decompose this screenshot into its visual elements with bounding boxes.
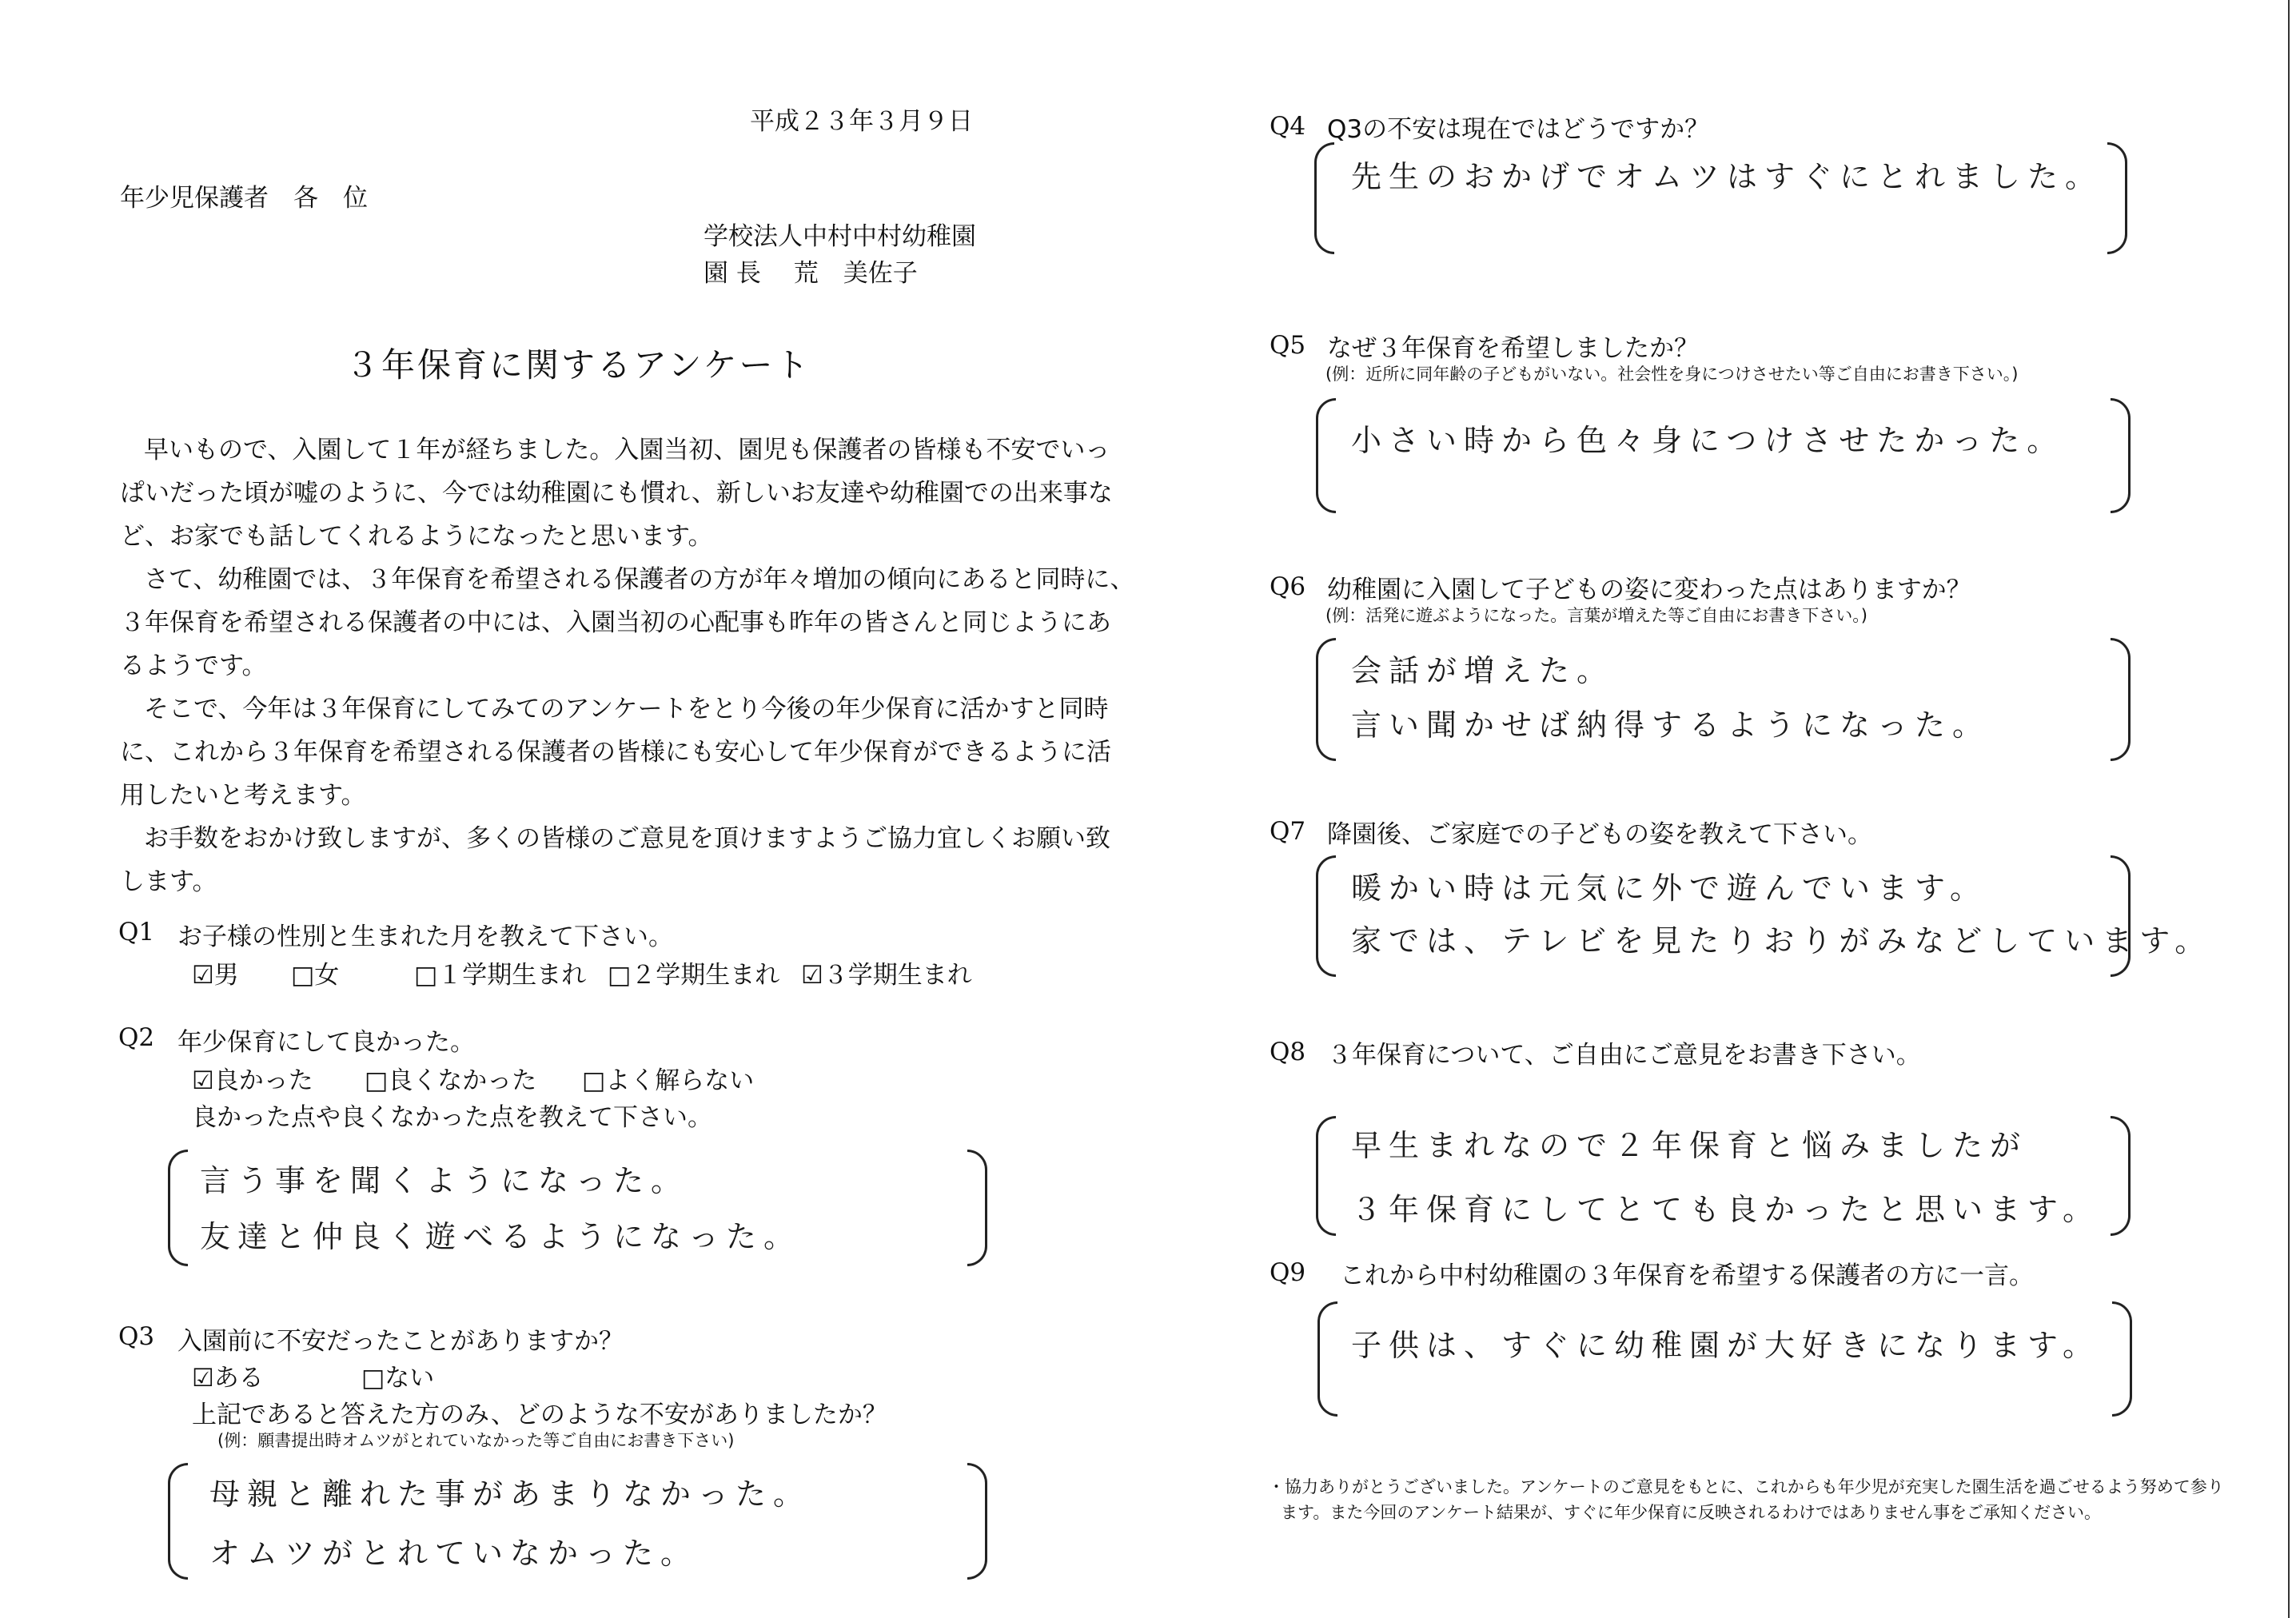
q4-answer-bracket-right — [2107, 142, 2127, 254]
intro-line: お手数をおかけ致しますが、多くの皆様のご意見を頂けますようご協力宜しくお願い致 — [144, 824, 1110, 853]
q3-example: (例：願書提出時オムツがとれていなかった等ご自由にお書き下さい) — [217, 1431, 735, 1450]
q9-answer-bracket-left — [1317, 1301, 1337, 1417]
intro-line: そこで、今年は３年保育にしてみてのアンケートをとり今後の年少保育に活かすと同時 — [144, 695, 1109, 723]
q2-answer-bracket-left — [168, 1150, 188, 1266]
recipient-line: 年少児保護者 各 位 — [120, 184, 368, 213]
q2-sub-question: 良かった点や良くなかった点を教えて下さい。 — [192, 1103, 712, 1132]
q4-question: Q3の不安は現在ではどうですか？ — [1327, 115, 1710, 144]
q5-answer-bracket-left — [1316, 398, 1336, 513]
q4-answer-bracket-left — [1314, 142, 1334, 254]
q2-number: Q2 — [118, 1023, 155, 1052]
intro-line: 用したいと考えます。 — [120, 781, 366, 810]
intro-line: ぱいだった頃が嘘のように、今では幼稚園にも慣れ、新しいお友達や幼稚園での出来事な — [120, 479, 1113, 508]
intro-line: します。 — [120, 867, 217, 896]
q7-answer-line: 家では、テレビを見たりおりがみなどしています。 — [1351, 923, 2213, 958]
q3-answer-line: 母親と離れた事があまりなかった。 — [209, 1477, 811, 1512]
q2-question: 年少保育にして良かった。 — [177, 1028, 475, 1057]
q6-answer-bracket-left — [1316, 638, 1336, 761]
q2-option-not-good[interactable]: □良くなかった — [365, 1066, 537, 1095]
q3-answer-line: オムツがとれていなかった。 — [209, 1536, 699, 1571]
intro-line: さて、幼稚園では、３年保育を希望される保護者の方が年々増加の傾向にあると同時に、 — [144, 565, 1135, 594]
q1-number: Q1 — [118, 918, 155, 946]
sender-principal: 園 長 荒 美佐子 — [704, 259, 918, 288]
q8-answer-bracket-right — [2111, 1116, 2131, 1236]
q3-question: 入園前に不安だったことがありますか？ — [177, 1327, 624, 1356]
q9-answer-line: 子供は、すぐに幼稚園が大好きになります。 — [1351, 1328, 2100, 1363]
q6-number: Q6 — [1270, 572, 1306, 601]
q3-answer-bracket-right — [967, 1463, 987, 1580]
scan-edge-line — [2288, 0, 2290, 1618]
q2-option-unsure[interactable]: □よく解らない — [582, 1066, 755, 1095]
q5-question: なぜ３年保育を希望しましたか？ — [1327, 334, 1699, 363]
q3-option-yes[interactable]: ☑ある — [192, 1364, 264, 1393]
q2-option-good[interactable]: ☑良かった — [192, 1066, 313, 1095]
q6-answer-line: 言い聞かせば納得するようになった。 — [1351, 707, 1991, 743]
q3-sub-question: 上記であると答えた方のみ、どのような不安がありましたか？ — [192, 1401, 887, 1429]
survey-title: ３年保育に関するアンケート — [345, 345, 811, 385]
intro-line: に、これから３年保育を希望される保護者の皆様にも安心して年少保育ができるように活 — [120, 738, 1111, 767]
q3-option-no[interactable]: □ない — [361, 1364, 435, 1393]
q2-answer-bracket-right — [967, 1150, 987, 1266]
q2-answer-line: 言う事を聞くようになった。 — [200, 1163, 689, 1198]
footer-note: ます。また今回のアンケート結果が、すぐに年少保育に反映されるわけではありません事をご承知ください。 — [1281, 1503, 2102, 1522]
q6-example: (例：活発に遊ぶようになった。言葉が増えた等ご自由にお書き下さい。) — [1325, 606, 1867, 625]
q7-answer-line: 暖かい時は元気に外で遊んでいます。 — [1351, 871, 1987, 906]
q5-example: (例：近所に同年齢の子どもがいない。社会性を身につけさせたい等ご自由にお書き下さい。) — [1325, 365, 2019, 384]
q6-question: 幼稚園に入園して子どもの姿に変わった点はありますか？ — [1327, 576, 1971, 604]
q9-number: Q9 — [1270, 1258, 1306, 1287]
q8-answer-line: ３年保育にしてとても良かったと思います。 — [1351, 1192, 2100, 1227]
q8-question: ３年保育について、ご自由にご意見をお書き下さい。 — [1327, 1041, 1921, 1070]
q2-answer-line: 友達と仲良く遊べるようになった。 — [200, 1219, 802, 1254]
footer-note: ・協力ありがとうございました。アンケートのご意見をもとに、これからも年少児が充実した園生活を過ごせるよう努めて参り — [1268, 1477, 2224, 1496]
q3-answer-bracket-left — [168, 1463, 188, 1580]
document-date: 平成２３年３月９日 — [750, 107, 973, 136]
q5-answer-line: 小さい時から色々身につけさせたかった。 — [1351, 423, 2065, 458]
q1-option-term2[interactable]: □２学期生まれ — [608, 961, 780, 990]
q4-number: Q4 — [1270, 112, 1306, 141]
q1-option-girl[interactable]: □女 — [291, 961, 340, 990]
q1-option-term3[interactable]: ☑３学期生まれ — [801, 961, 972, 990]
q6-answer-bracket-right — [2111, 638, 2131, 761]
q6-answer-line: 会話が増えた。 — [1351, 653, 1615, 688]
intro-line: ３年保育を希望される保護者の中には、入園当初の心配事も昨年の皆さんと同じようにあ — [120, 608, 1111, 637]
q7-number: Q7 — [1270, 817, 1306, 846]
intro-line: 早いもので、入園して１年が経ちました。入園当初、園児も保護者の皆様も不安でいっ — [144, 436, 1110, 464]
q8-answer-line: 早生まれなので２年保育と悩みましたが — [1351, 1128, 2028, 1163]
q5-answer-bracket-right — [2111, 398, 2131, 513]
q4-answer-line: 先生のおかげでオムツはすぐにとれました。 — [1351, 159, 2103, 194]
q8-answer-bracket-left — [1316, 1116, 1336, 1236]
q7-answer-bracket-left — [1316, 855, 1336, 977]
q5-number: Q5 — [1270, 331, 1306, 360]
q8-number: Q8 — [1270, 1038, 1306, 1066]
q3-number: Q3 — [118, 1322, 155, 1351]
sender-school: 学校法人中村中村幼稚園 — [704, 222, 976, 251]
q1-question: お子様の性別と生まれた月を教えて下さい。 — [177, 923, 673, 951]
q9-answer-bracket-right — [2112, 1301, 2132, 1417]
q1-option-boy[interactable]: ☑男 — [192, 961, 239, 990]
intro-line: るようです。 — [120, 652, 267, 680]
q1-option-term1[interactable]: □１学期生まれ — [414, 961, 587, 990]
intro-paragraph — [120, 428, 1134, 903]
q7-question: 降園後、ご家庭での子どもの姿を教えて下さい。 — [1327, 820, 1872, 849]
intro-line: ど、お家でも話してくれるようになったと思います。 — [120, 522, 713, 551]
q9-question: これから中村幼稚園の３年保育を希望する保護者の方に一言。 — [1340, 1261, 2034, 1290]
